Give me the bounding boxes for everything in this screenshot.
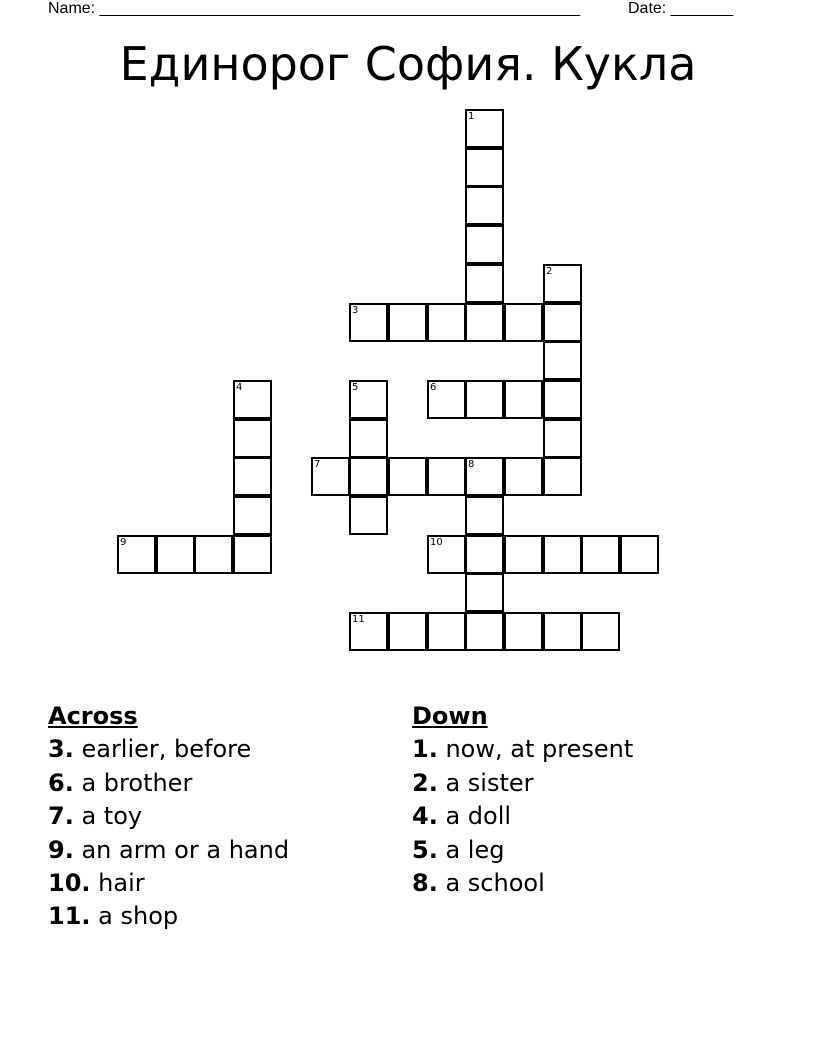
grid-cell[interactable] xyxy=(349,496,388,535)
cell-number: 9 xyxy=(120,537,127,548)
grid-cell[interactable] xyxy=(465,380,504,419)
clue-number: 3. xyxy=(48,735,74,764)
grid-cell[interactable] xyxy=(504,303,543,342)
grid-cell[interactable] xyxy=(543,341,582,380)
down-clue xyxy=(412,867,633,900)
down-clue xyxy=(412,767,633,800)
grid-cell[interactable] xyxy=(427,380,466,419)
grid-cell[interactable] xyxy=(311,457,350,496)
grid-cell[interactable] xyxy=(581,535,620,574)
grid-cell[interactable] xyxy=(156,535,195,574)
clue-number: 11. xyxy=(48,902,91,931)
clue-text: hair xyxy=(98,869,145,898)
grid-cell[interactable] xyxy=(543,419,582,458)
grid-cell[interactable] xyxy=(233,496,272,535)
cell-number: 8 xyxy=(468,459,475,470)
clue-text: a toy xyxy=(81,802,143,831)
clue-number: 1. xyxy=(412,735,438,764)
clue-number: 10. xyxy=(48,869,91,898)
grid-cell[interactable] xyxy=(504,457,543,496)
clue-text: a shop xyxy=(98,902,179,931)
cell-number: 3 xyxy=(352,305,359,316)
cell-number: 10 xyxy=(430,537,443,548)
grid-cell[interactable] xyxy=(504,535,543,574)
clue-text: a sister xyxy=(445,768,534,797)
grid-cell[interactable] xyxy=(465,496,504,535)
grid-cell[interactable] xyxy=(427,457,466,496)
grid-cell[interactable] xyxy=(543,612,582,651)
cell-number: 1 xyxy=(468,111,475,122)
grid-cell[interactable] xyxy=(117,535,156,574)
cell-number: 11 xyxy=(352,614,365,625)
across-heading: Across xyxy=(48,702,138,730)
grid-cell[interactable] xyxy=(543,535,582,574)
clue-number: 8. xyxy=(412,869,438,898)
down-clues xyxy=(412,700,633,900)
down-clue xyxy=(412,800,633,833)
grid-cell[interactable] xyxy=(349,380,388,419)
grid-cell[interactable] xyxy=(465,303,504,342)
grid-cell[interactable] xyxy=(349,419,388,458)
grid-cell[interactable] xyxy=(465,535,504,574)
grid-cell[interactable] xyxy=(427,612,466,651)
across-clue xyxy=(48,733,289,766)
grid-cell[interactable] xyxy=(233,380,272,419)
down-clue xyxy=(412,834,633,867)
grid-cell[interactable] xyxy=(543,380,582,419)
grid-cell[interactable] xyxy=(388,457,427,496)
grid-cell[interactable] xyxy=(543,264,582,303)
down-clue xyxy=(412,733,633,766)
grid-cell[interactable] xyxy=(504,380,543,419)
cell-number: 4 xyxy=(236,382,243,393)
across-clue xyxy=(48,800,289,833)
clue-number: 2. xyxy=(412,768,438,797)
grid-cell[interactable] xyxy=(465,109,504,148)
clue-number: 6. xyxy=(48,768,74,797)
name-field-label: Name: ______________________________________________________ xyxy=(48,0,581,17)
across-clue xyxy=(48,867,289,900)
grid-cell[interactable] xyxy=(465,264,504,303)
grid-cell[interactable] xyxy=(465,148,504,187)
grid-cell[interactable] xyxy=(465,186,504,225)
grid-cell[interactable] xyxy=(465,612,504,651)
cell-number: 6 xyxy=(430,382,437,393)
grid-cell[interactable] xyxy=(543,457,582,496)
grid-cell[interactable] xyxy=(465,573,504,612)
grid-cell[interactable] xyxy=(233,457,272,496)
clue-number: 7. xyxy=(48,802,74,831)
cell-number: 5 xyxy=(352,382,359,393)
grid-cell[interactable] xyxy=(388,612,427,651)
clue-text: earlier, before xyxy=(81,735,252,764)
grid-cell[interactable] xyxy=(543,303,582,342)
grid-cell[interactable] xyxy=(427,303,466,342)
grid-cell[interactable] xyxy=(620,535,659,574)
clue-text: an arm or a hand xyxy=(81,835,290,864)
grid-cell[interactable] xyxy=(194,535,233,574)
clue-text: a leg xyxy=(445,835,505,864)
grid-cell[interactable] xyxy=(427,535,466,574)
clue-text: a doll xyxy=(445,802,512,831)
cell-number: 7 xyxy=(314,459,321,470)
clue-number: 5. xyxy=(412,835,438,864)
grid-cell[interactable] xyxy=(233,535,272,574)
clue-number: 9. xyxy=(48,835,74,864)
clue-text: a school xyxy=(445,869,545,898)
grid-cell[interactable] xyxy=(349,457,388,496)
cell-number: 2 xyxy=(546,266,553,277)
clue-number: 4. xyxy=(412,802,438,831)
across-clue xyxy=(48,900,289,933)
grid-cell[interactable] xyxy=(465,457,504,496)
grid-cell[interactable] xyxy=(581,612,620,651)
across-clue xyxy=(48,834,289,867)
grid-cell[interactable] xyxy=(388,303,427,342)
down-heading: Down xyxy=(412,702,488,730)
page-title: Единорог София. Кукла xyxy=(119,37,697,91)
across-clue xyxy=(48,767,289,800)
grid-cell[interactable] xyxy=(349,612,388,651)
date-field-label: Date: _______ xyxy=(628,0,733,17)
grid-cell[interactable] xyxy=(465,225,504,264)
clue-text: a brother xyxy=(81,768,193,797)
grid-cell[interactable] xyxy=(233,419,272,458)
across-clues xyxy=(48,700,289,934)
grid-cell[interactable] xyxy=(504,612,543,651)
clue-text: now, at present xyxy=(445,735,634,764)
grid-cell[interactable] xyxy=(349,303,388,342)
